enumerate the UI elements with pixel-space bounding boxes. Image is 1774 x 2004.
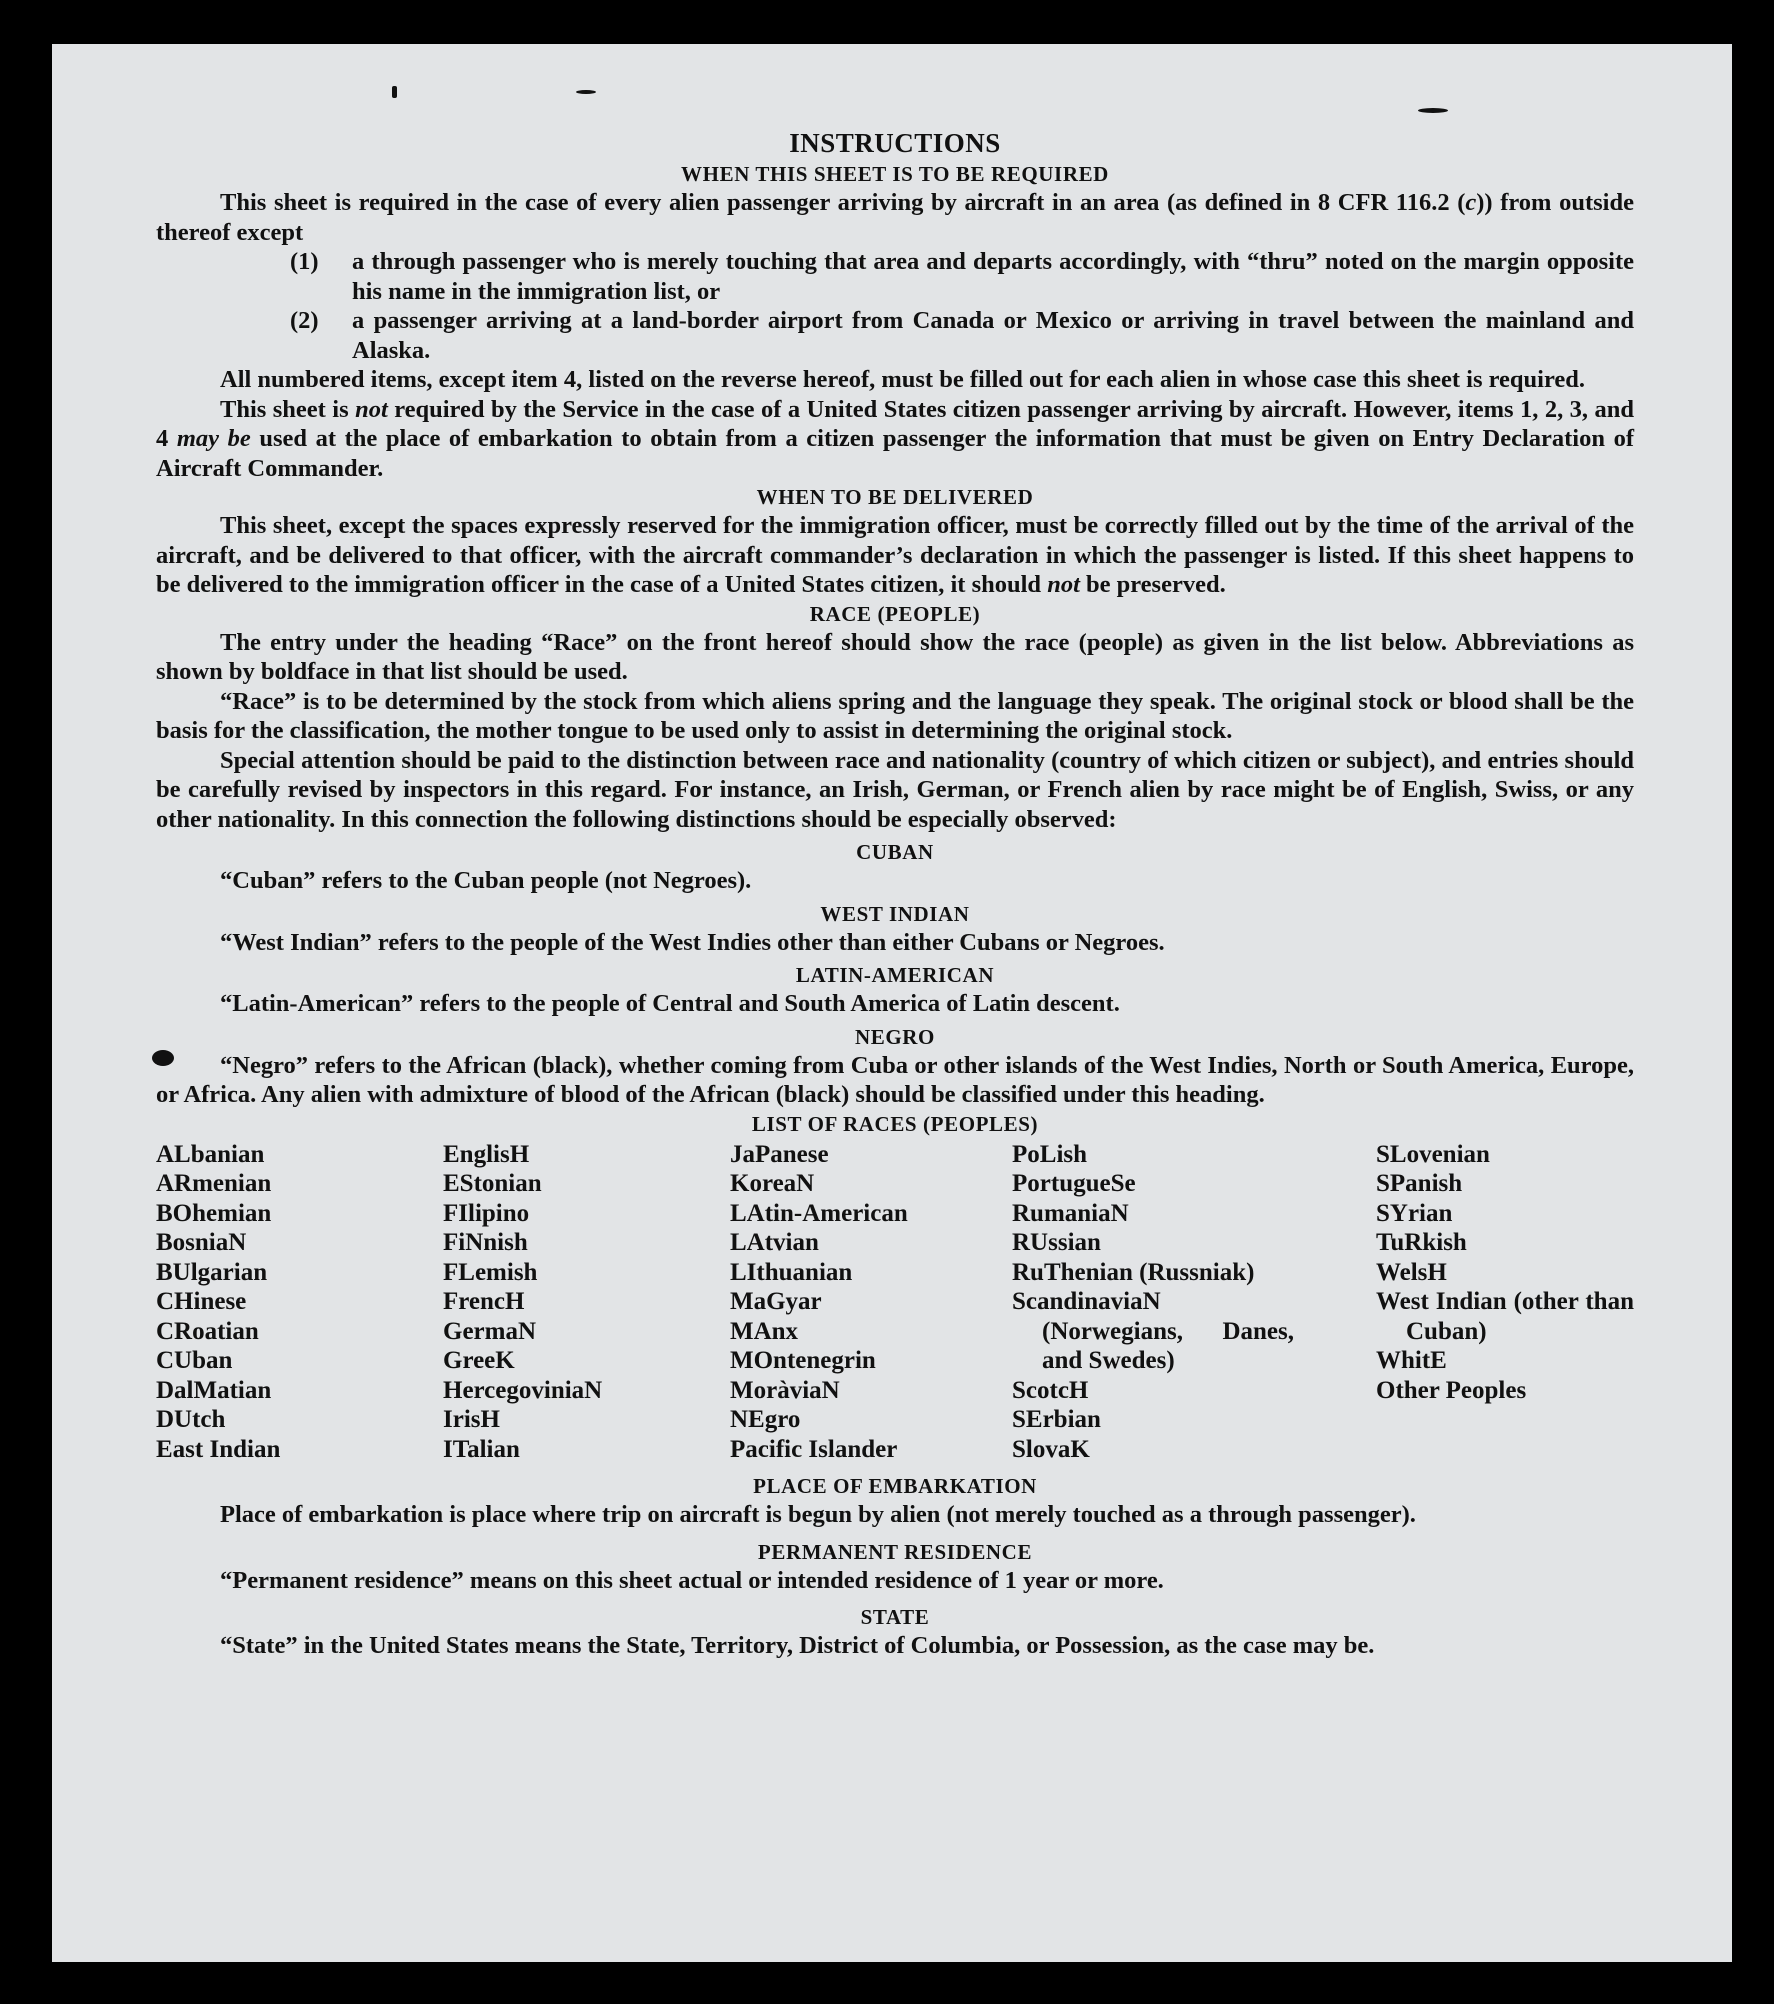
ink-speck [576, 90, 596, 94]
ink-speck [1418, 108, 1448, 113]
text-span: required by the Service in the case of a United States citizen passenger arriving by aircraft. However, items 1, 2, 3, and 4 [156, 395, 1634, 452]
section-heading-when-required: WHEN THIS SHEET IS TO BE REQUIRED [681, 162, 1109, 186]
document-sheet [52, 44, 1732, 1962]
race-item: BOhemian [156, 1199, 272, 1227]
race-column [730, 1140, 1012, 1465]
race-item: ScandinaviaN (Norwegians, Danes, and Swedes) [1012, 1288, 1294, 1374]
paragraph: All numbered items, except item 4, listed on the reverse hereof, must be filled out for each alien in whose case this sheet is required. [220, 366, 1586, 393]
exception-text: a through passenger who is merely touching that area and departs accordingly, with “thru” noted on the margin opposite his name in the immigration list, or [352, 248, 1634, 305]
race-item: Pacific Islander [730, 1435, 898, 1463]
race-item: TuRkish [1376, 1229, 1467, 1256]
race-item: MoràviaN [730, 1376, 840, 1404]
race-item: PortugueSe [1012, 1170, 1136, 1197]
section-heading-negro: NEGRO [854, 1024, 935, 1049]
race-item: WelsH [1376, 1258, 1447, 1286]
section-heading-state: STATE [860, 1605, 930, 1629]
paragraph: “Latin-American” refers to the people of Central and South America of Latin descent. [220, 990, 1120, 1017]
race-item: ITalian [443, 1435, 520, 1463]
italic-text: not [1047, 571, 1080, 598]
race-item: PoLish [1012, 1140, 1088, 1168]
text-span: used at the place of embarkation to obtain from a citizen passenger the information that must be given on Entry Declaration of Aircraft Commander. [156, 425, 1634, 482]
section-heading-when-delivered: WHEN TO BE DELIVERED [756, 485, 1034, 509]
race-item: MOntenegrin [730, 1347, 876, 1374]
race-item: FiNnish [443, 1229, 528, 1256]
race-item: FrencH [443, 1288, 525, 1315]
text-span: This sheet is required in the case of every alien passenger arriving by aircraft in an area (as defined in 8 CFR 116.2 ( [220, 189, 1466, 216]
race-item: CUban [156, 1347, 233, 1374]
section-heading-list-of-races: LIST OF RACES (PEOPLES) [751, 1111, 1039, 1136]
italic-text: not [355, 395, 388, 423]
race-item: RumaniaN [1012, 1199, 1129, 1227]
section-heading-cuban: CUBAN [856, 840, 934, 864]
paragraph: “West Indian” refers to the people of the West Indies other than either Cubans or Negroes. [220, 928, 1165, 956]
paragraph: “Race” is to be determined by the stock from which aliens spring and the language they speak. The original stock or blood shall be the basis for the classification, the mother tongue to be used only to assist in determining the original stock. [156, 687, 1634, 744]
race-item: SYrian [1376, 1199, 1453, 1227]
page-title: INSTRUCTIONS [789, 128, 1001, 158]
race-item: WhitE [1376, 1347, 1447, 1374]
instructions-content [156, 126, 1634, 1661]
paragraph: “State” in the United States means the State, Territory, District of Columbia, or Possession, as the case may be. [220, 1632, 1375, 1659]
race-column [443, 1140, 730, 1465]
section-heading-latin-american: LATIN-AMERICAN [795, 963, 995, 987]
race-item: CRoatian [156, 1317, 259, 1345]
paragraph: The entry under the heading “Race” on the front hereof should show the race (people) as given in the list below. Abbreviations as shown by boldface in that list should be used. [156, 628, 1634, 685]
race-item: West Indian (other than Cuban) [1376, 1288, 1634, 1345]
race-item: SlovaK [1012, 1435, 1090, 1463]
race-item: HercegoviniaN [443, 1376, 603, 1404]
race-item: NEgro [730, 1406, 801, 1433]
race-item: BosniaN [156, 1229, 247, 1256]
race-item: RUssian [1012, 1229, 1101, 1256]
exception-item [290, 306, 1634, 365]
paragraph [156, 395, 1634, 484]
race-item: DUtch [156, 1406, 226, 1433]
paragraph [156, 511, 1634, 600]
paragraph: Place of embarkation is place where trip on aircraft is begun by alien (not merely touched as a through passenger). [220, 1501, 1416, 1528]
paragraph [156, 188, 1634, 247]
race-item: GreeK [443, 1347, 515, 1374]
race-item: SLovenian [1376, 1140, 1490, 1168]
race-column [1376, 1140, 1634, 1465]
race-item: RuThenian (Russniak) [1012, 1258, 1255, 1286]
text-span: be preserved. [1079, 571, 1226, 598]
race-item: JaPanese [730, 1140, 829, 1168]
race-item: ScotcH [1012, 1376, 1089, 1404]
paragraph: “Permanent residence” means on this sheet actual or intended residence of 1 year or more. [220, 1566, 1164, 1594]
race-item: GermaN [443, 1317, 537, 1345]
text-span: This sheet, except the spaces expressly reserved for the immigration officer, must be correctly filled out by the time of the arrival of the aircraft, and be delivered to that officer, with the aircraft commander’s declaration in which the passenger is listed. If this sheet happens to be delivered to the immigration officer in the case of a United States citizen, it should [156, 512, 1634, 598]
race-item: FIlipino [443, 1199, 530, 1227]
race-item: Other Peoples [1376, 1376, 1527, 1404]
section-heading-race: RACE (PEOPLE) [809, 601, 981, 626]
text-span: This sheet is [220, 395, 356, 423]
race-item: FLemish [443, 1258, 538, 1286]
race-list [156, 1140, 1634, 1465]
section-heading-embarkation: PLACE OF EMBARKATION [753, 1474, 1037, 1498]
race-column [156, 1140, 443, 1465]
race-item: LIthuanian [730, 1258, 853, 1286]
race-item: SPanish [1376, 1170, 1463, 1197]
italic-text: may be [176, 425, 251, 452]
race-item: ALbanian [156, 1140, 265, 1168]
race-item: IrisH [443, 1406, 500, 1433]
paragraph: “Cuban” refers to the Cuban people (not Negroes). [220, 867, 752, 894]
exception-number: (1) [290, 248, 319, 275]
race-item: EStonian [443, 1170, 542, 1197]
race-item: SErbian [1012, 1406, 1101, 1433]
race-item: KoreaN [730, 1170, 815, 1197]
race-item: ARmenian [156, 1170, 272, 1197]
section-heading-west-indian: WEST INDIAN [820, 901, 970, 926]
race-item: East Indian [156, 1435, 281, 1463]
race-item: MaGyar [730, 1288, 822, 1315]
paragraph: Special attention should be paid to the distinction between race and nationality (country of which citizen or subject), and entries should be carefully revised by inspectors in this regard. For instance, an Irish, German, or French alien by race might be of English, Swiss, or any other nationality. In this connection the following distinctions should be especially observed: [156, 746, 1634, 833]
section-heading-permanent-residence: PERMANENT RESIDENCE [757, 1539, 1033, 1564]
exception-number: (2) [290, 307, 319, 334]
text-span: )) from outside thereof except [156, 189, 1634, 246]
race-item: EnglisH [443, 1140, 530, 1168]
race-column [1012, 1140, 1294, 1465]
paragraph: “Negro” refers to the African (black), whether coming from Cuba or other islands of the West Indies, North or South America, Europe, or Africa. Any alien with admixture of blood of the African (black) should be classified under this heading. [156, 1051, 1634, 1108]
race-item: DalMatian [156, 1376, 272, 1404]
exception-text: a passenger arriving at a land-border airport from Canada or Mexico or arriving in travel between the mainland and Alaska. [352, 307, 1634, 364]
ink-speck [392, 86, 397, 98]
race-item: MAnx [730, 1317, 799, 1345]
race-item: LAtin-American [730, 1199, 908, 1227]
race-item: BUlgarian [156, 1258, 268, 1286]
exception-item [290, 247, 1634, 306]
italic-text: c [1465, 189, 1477, 216]
race-item: CHinese [156, 1288, 247, 1315]
race-item: LAtvian [730, 1229, 819, 1256]
